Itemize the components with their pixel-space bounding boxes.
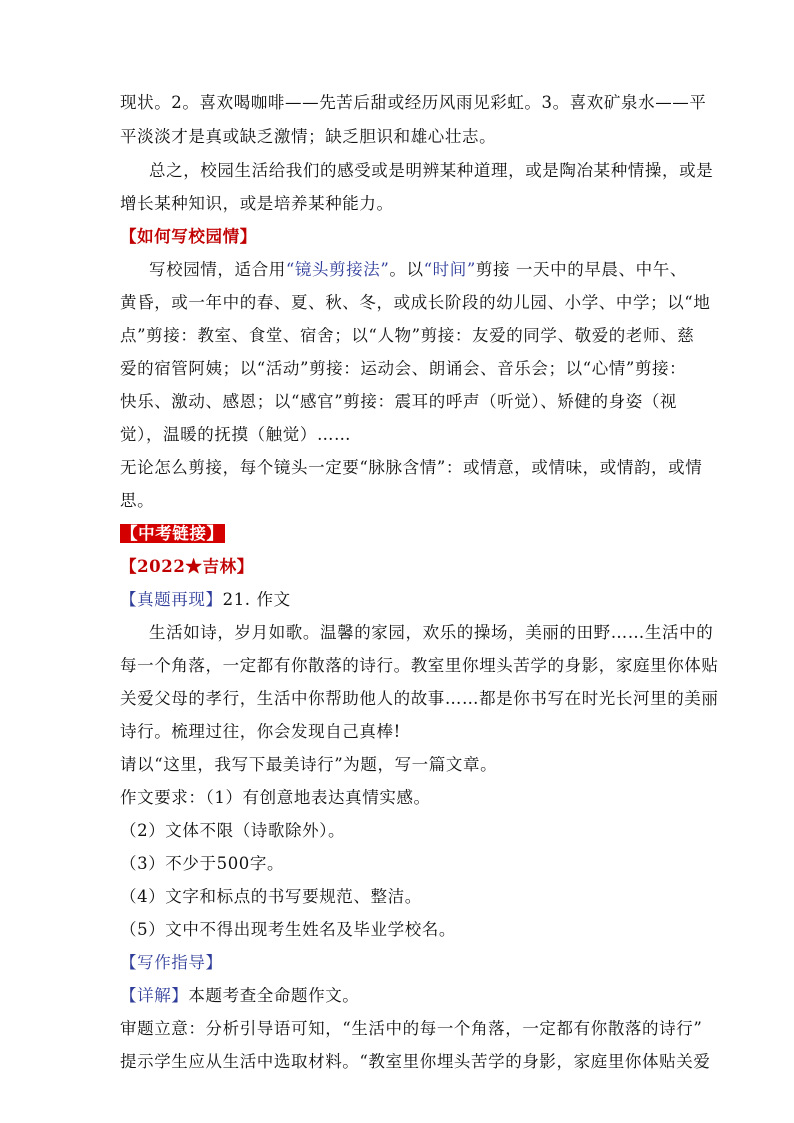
text-line: 爱的宿管阿姨；以“活动”剪接：运动会、朗诵会、音乐会；以“心情”剪接： bbox=[120, 359, 687, 378]
section-heading-how-to-write: 【如何写校园情】 bbox=[120, 227, 257, 246]
requirement-line: （2）文体不限（诗歌除外）。 bbox=[120, 821, 346, 840]
text-line: 生活如诗，岁月如歌。温馨的家园，欢乐的操场，美丽的田野……生活中的 bbox=[149, 623, 714, 642]
text-fragment: 本题考查全命题作文。 bbox=[188, 986, 360, 1005]
text-line: 增长某种知识，或是培养某种能力。 bbox=[120, 194, 394, 213]
text-fragment: 写校园情，适合用 bbox=[149, 260, 286, 279]
text-line: 提示学生应从生活中选取材料。“教室里你埋头苦学的身影，家庭里你体贴关爱 bbox=[120, 1052, 711, 1071]
text-line bbox=[120, 985, 680, 1007]
text-line: 总之，校园生活给我们的感受或是明辨某种道理，或是陶冶某种情操，或是 bbox=[149, 161, 714, 180]
requirement-line: （3）不少于500字。 bbox=[120, 854, 285, 873]
requirement-line: 作文要求：（1）有创意地表达真情实感。 bbox=[120, 788, 431, 807]
text-line bbox=[120, 589, 680, 611]
question-number: 21. 作文 bbox=[222, 590, 291, 609]
text-line: 黄昏，或一年中的春、夏、秋、冬，或成长阶段的幼儿园、小学、中学；以“地 bbox=[120, 293, 711, 312]
text-fragment: 。以 bbox=[389, 260, 424, 279]
requirement-line: （5）文中不得出现考生姓名及毕业学校名。 bbox=[120, 920, 456, 939]
text-line: 思。 bbox=[120, 491, 155, 510]
text-line: 觉），温暖的抚摸（触觉）…… bbox=[120, 425, 352, 444]
text-line: 审题立意：分析引导语可知，“生活中的每一个角落，一定都有你散落的诗行” bbox=[120, 1019, 703, 1038]
text-line: 快乐、激动、感恩；以“感官”剪接：震耳的呼声（听觉）、矫健的身姿（视 bbox=[120, 392, 678, 411]
keyword-time: “时间” bbox=[423, 260, 476, 279]
exam-source-label: 【2022★吉林】 bbox=[120, 557, 254, 576]
keyword-lens-editing: “镜头剪接法” bbox=[285, 260, 390, 279]
highlighted-heading: 【中考链接】 bbox=[121, 524, 224, 543]
text-line: 点”剪接：教室、食堂、宿舍；以“人物”剪接：友爱的同学、敬爱的老师、慈 bbox=[120, 326, 695, 345]
section-heading-exam-link bbox=[120, 523, 680, 545]
text-line bbox=[149, 259, 709, 281]
text-line: 现状。2。喜欢喝咖啡——先苦后甜或经历风雨见彩虹。3。喜欢矿泉水——平 bbox=[120, 93, 707, 112]
text-line: 无论怎么剪接，每个镜头一定要“脉脉含情”：或情意，或情味，或情韵，或情 bbox=[120, 458, 703, 477]
text-fragment: 剪接 一天中的早晨、中午、 bbox=[475, 260, 687, 279]
section-label-explanation: 【详解】 bbox=[120, 986, 189, 1005]
section-label-writing-guide: 【写作指导】 bbox=[120, 953, 223, 972]
text-line: 诗行。梳理过往，你会发现自己真棒! bbox=[120, 722, 401, 741]
text-line: 平淡淡才是真或缺乏激情；缺乏胆识和雄心壮志。 bbox=[120, 127, 497, 146]
requirement-line: （4）文字和标点的书写要规范、整洁。 bbox=[120, 887, 422, 906]
text-line: 关爱父母的孝行，生活中你帮助他人的故事……都是你书写在时光长河里的美丽 bbox=[120, 689, 719, 708]
section-label-real-question: 【真题再现】 bbox=[120, 590, 223, 609]
text-line: 每一个角落，一定都有你散落的诗行。教室里你埋头苦学的身影，家庭里你体贴 bbox=[120, 656, 719, 675]
text-line: 请以“这里，我写下最美诗行”为题，写一篇文章。 bbox=[120, 755, 498, 774]
